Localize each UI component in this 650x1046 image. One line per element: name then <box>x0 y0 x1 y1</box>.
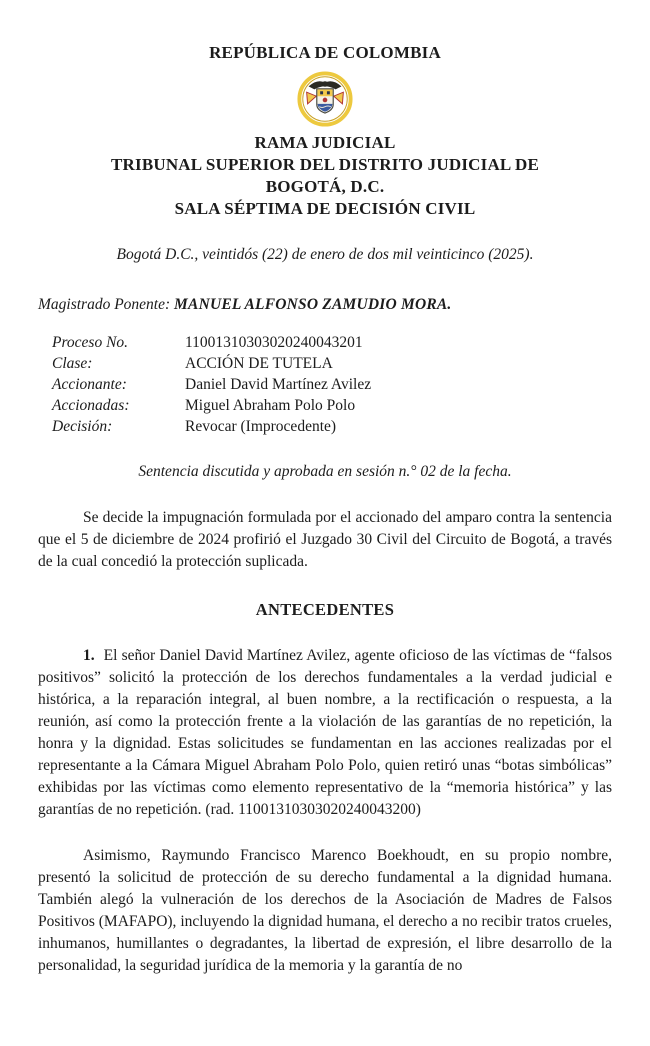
colombia-coat-of-arms-icon <box>38 70 612 128</box>
case-row-clase <box>52 353 612 374</box>
paragraph-1-number: 1. <box>83 647 95 664</box>
case-label: Proceso No. <box>52 334 129 351</box>
magistrate-name: MANUEL ALFONSO ZAMUDIO MORA. <box>174 296 452 313</box>
paragraph-1-text: El señor Daniel David Martínez Avilez, agente oficioso de las víctimas de “falsos positivos” solicitó la protección de los derechos fundamentales a la verdad judicial e histórica, a la reparación integral, al buen nombre, a la rectificación o respuesta, a la reunión, así como la protección frente a la violación de las garantías de no repetición, la honra y la dignidad. Estas solicitudes se fundamentan en las acciones realizadas por el representante a la Cámara Miguel Abraham Polo Polo, quien retiró unas “botas simbólicas” exhibidas por las víctimas como elemento representativo de la “memoria histórica” y las garantías de no repetición. (rad. 11001310303020240043200) <box>38 647 612 818</box>
case-row-accionante <box>52 374 612 395</box>
branch-title: RAMA JUDICIAL <box>254 133 396 152</box>
session-note: Sentencia discutida y aprobada en sesión n.° 02 de la fecha. <box>138 463 512 480</box>
case-label: Accionadas: <box>52 397 130 414</box>
paragraph-2: Asimismo, Raymundo Francisco Marenco Boekhoudt, en su propio nombre, presentó la solicitud de protección de su derecho fundamental a la dignidad humana. También alegó la vulneración de los derechos de la Asociación de Madres de Falsos Positivos (MAFAPO), incluyendo la dignidad humana, el derecho a no recibir tratos crueles, inhumanos, humillantes o degradantes, la libertad de expresión, el libre desarrollo de la personalidad, la seguridad jurídica de la memoria y la garantía de no <box>38 847 612 974</box>
magistrate-line <box>38 294 612 316</box>
case-row-decision <box>52 416 612 437</box>
case-value: Revocar (Improcedente) <box>185 418 337 435</box>
case-value: Daniel David Martínez Avilez <box>185 376 372 393</box>
case-info-table <box>52 332 612 437</box>
tribunal-title: TRIBUNAL SUPERIOR DEL DISTRITO JUDICIAL DE BOGOTÁ, D.C. <box>110 155 539 196</box>
paragraph-1 <box>38 645 612 821</box>
case-row-accionadas <box>52 395 612 416</box>
section-heading-antecedentes: ANTECEDENTES <box>255 600 395 619</box>
case-value: Miguel Abraham Polo Polo <box>185 397 356 414</box>
republic-title: REPÚBLICA DE COLOMBIA <box>209 43 441 62</box>
case-value: 11001310303020240043201 <box>185 334 363 351</box>
intro-paragraph: Se decide la impugnación formulada por el accionado del amparo contra la sentencia que el 5 de diciembre de 2024 profirió el Juzgado 30 Civil del Circuito de Bogotá, a través de la cual concedió la protección suplicada. <box>38 509 612 570</box>
case-value: ACCIÓN DE TUTELA <box>185 355 333 372</box>
chamber-title: SALA SÉPTIMA DE DECISIÓN CIVIL <box>174 199 476 218</box>
case-row-proceso <box>52 332 612 353</box>
magistrate-label: Magistrado Ponente: <box>38 296 171 313</box>
date-line: Bogotá D.C., veintidós (22) de enero de dos mil veinticinco (2025). <box>116 246 534 263</box>
case-label: Clase: <box>52 355 93 372</box>
case-label: Decisión: <box>52 418 113 435</box>
case-label: Accionante: <box>52 376 127 393</box>
